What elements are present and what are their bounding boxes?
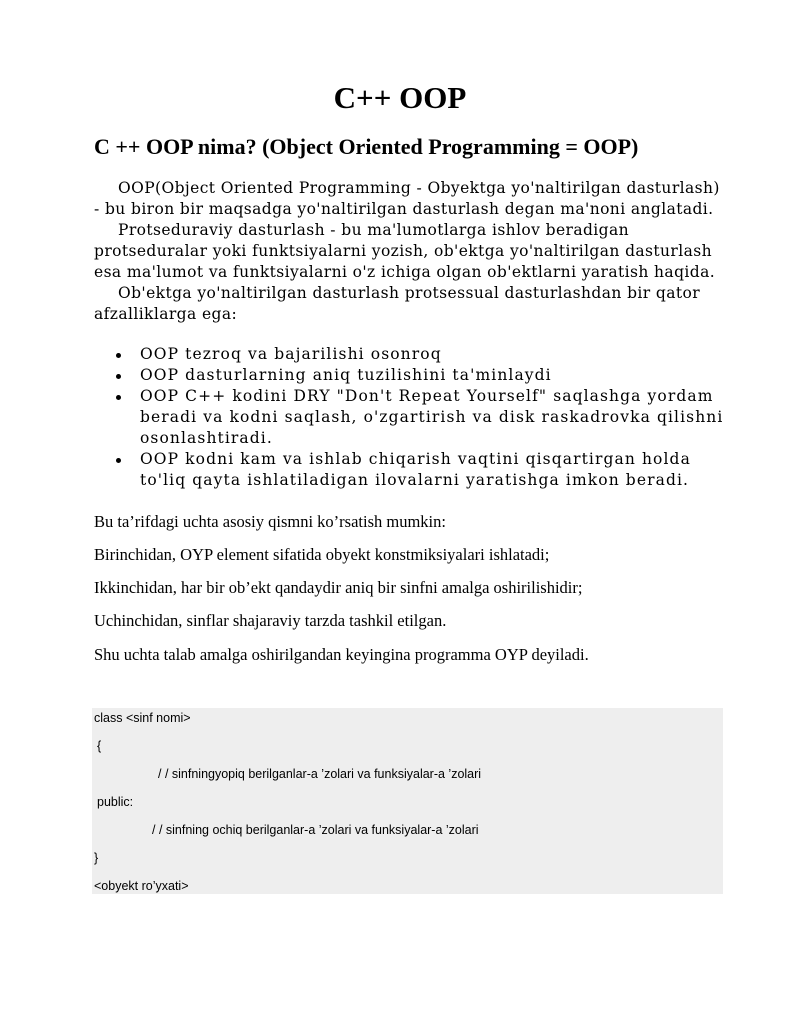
- bullet-icon: [116, 458, 121, 463]
- list-item-text: beradi va kodni saqlash, o'zgartirish va disk raskadrovka qilishni: [140, 408, 724, 426]
- advantages-list: [94, 344, 734, 491]
- list-item-text: osonlashtiradi.: [140, 429, 273, 447]
- intro-text-line: OOP(Object Oriented Programming - Obyektga yo'naltirilgan dasturlash): [118, 179, 720, 197]
- list-item: [94, 365, 734, 386]
- intro-text-line: protseduralar yoki funktsiyalarni yozish, ob'ektga yo'naltirilgan dasturlash: [94, 242, 712, 260]
- code-line: / / sinfning ochiq berilganlar-a ’zolari va funksiyalar-a ’zolari: [152, 823, 479, 837]
- bullet-icon: [116, 395, 121, 400]
- list-item-text: to'liq qayta ishlatiladigan ilovalarni yaratishga imkon beradi.: [140, 471, 690, 489]
- code-block: [92, 708, 723, 894]
- intro-text-line: esa ma'lumot va funktsiyalarni o'z ichiga olgan ob'ektlarni yaratish haqida.: [94, 263, 716, 281]
- intro-paragraph-2: [94, 220, 734, 283]
- body-sentence: Uchinchidan, sinflar shajaraviy tarzda tashkil etilgan.: [94, 611, 447, 630]
- section-heading: C ++ OOP nima? (Object Oriented Programming = OOP): [94, 134, 639, 159]
- code-line: / / sinfningyopiq berilganlar-a ’zolari va funksiyalar-a ’zolari: [158, 767, 482, 781]
- list-item-text: OOP tezroq va bajarilishi osonroq: [140, 345, 442, 363]
- intro-text-line: Protseduraviy dasturlash - bu ma'lumotlarga ishlov beradigan: [118, 221, 630, 239]
- code-line: class <sinf nomi>: [94, 711, 191, 725]
- code-line: <obyekt ro’yxati>: [94, 879, 189, 893]
- intro-paragraph-3: [94, 283, 734, 325]
- body-sentence: Ikkinchidan, har bir ob’ekt qandaydir aniq bir sinfni amalga oshirilishidir;: [94, 578, 583, 597]
- code-line: public:: [97, 795, 134, 809]
- body-sentence: Shu uchta talab amalga oshirilgandan keyingina programma OYP deyiladi.: [94, 645, 589, 664]
- code-line: }: [94, 851, 99, 865]
- intro-text-line: Ob'ektga yo'naltirilgan dasturlash protsessual dasturlashdan bir qator: [118, 284, 701, 302]
- code-line: {: [97, 739, 102, 753]
- intro-text-line: - bu biron bir maqsadga yo'naltirilgan dasturlash degan ma'noni anglatadi.: [94, 200, 714, 218]
- list-item-text: OOP dasturlarning aniq tuzilishini ta'minlaydi: [140, 366, 552, 384]
- list-item: [94, 449, 734, 491]
- bullet-icon: [116, 353, 121, 358]
- intro-paragraph-1: [94, 178, 734, 220]
- list-item-text: OOP kodni kam va ishlab chiqarish vaqtini qisqartirgan holda: [140, 450, 691, 468]
- page-title: C++ OOP: [333, 80, 467, 115]
- intro-text-line: afzalliklarga ega:: [94, 305, 238, 323]
- body-sentence: Birinchidan, OYP element sifatida obyekt konstmiksiyalari ishlatadi;: [94, 545, 550, 564]
- body-sentence: Bu ta’rifdagi uchta asosiy qismni ko’rsatish mumkin:: [94, 512, 446, 531]
- list-item: [94, 344, 734, 365]
- bullet-icon: [116, 374, 121, 379]
- list-item-text: OOP C++ kodini DRY "Don't Repeat Yourself" saqlashga yordam: [140, 387, 714, 405]
- list-item: [94, 386, 734, 449]
